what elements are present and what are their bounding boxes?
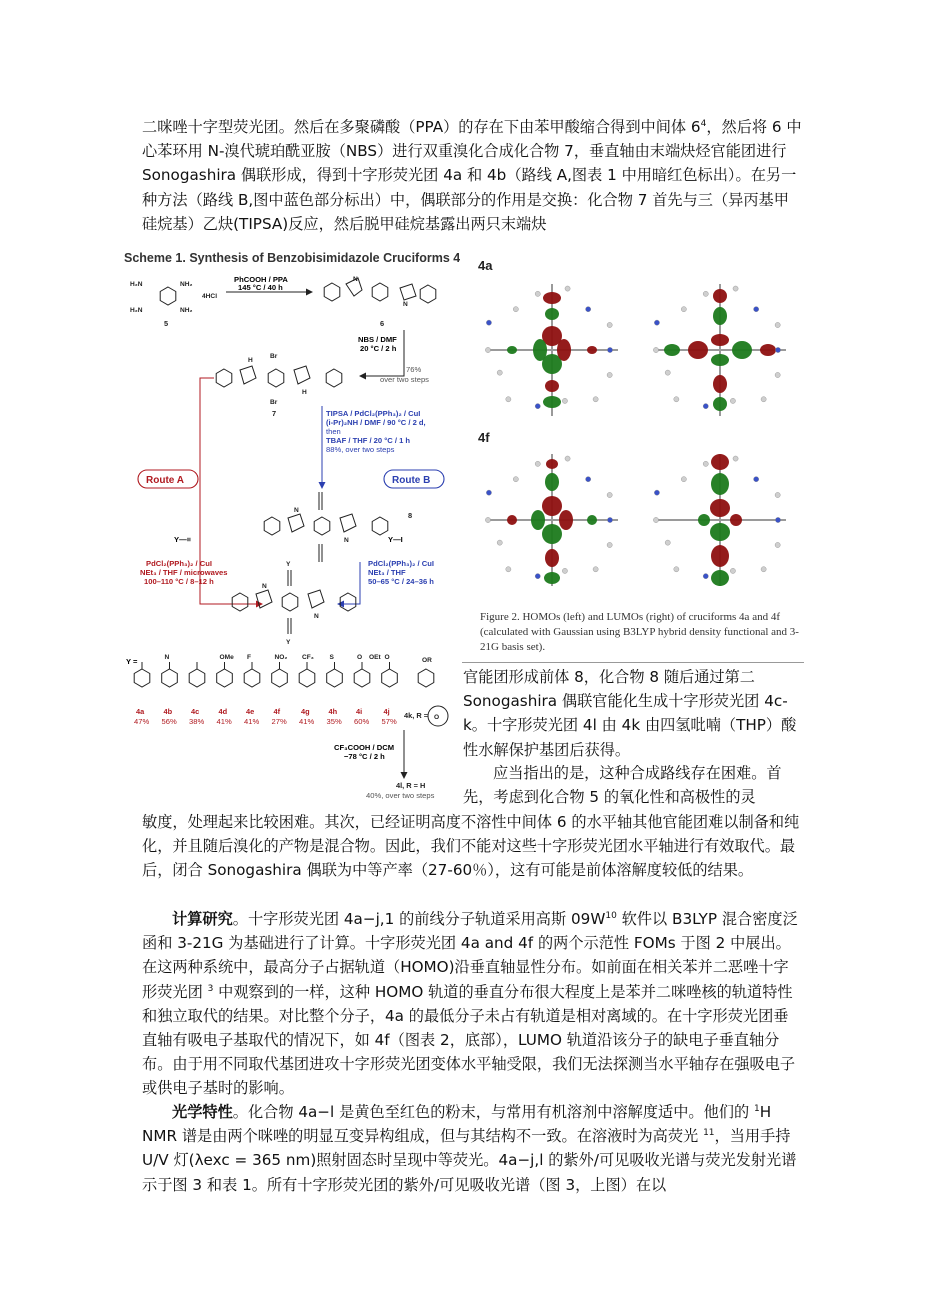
orbital-lobe [711,454,729,470]
atom-sphere [586,307,591,312]
atom-sphere [535,291,540,296]
routeA-cond-2: NEt₃ / THF / microwaves [140,568,228,577]
orbital-lobe [713,375,727,393]
citation-sup: 10 [605,910,617,921]
atom-sphere [486,320,491,325]
atom-sphere [506,397,511,402]
atom-label: H [248,357,253,364]
orbital-lobe [710,499,730,517]
atom-sphere [674,567,679,572]
atom-label: N [353,276,358,283]
optical-text-a: 。化合物 4a−l 是黄色至红色的粉末，与常用有机溶剂中溶解度适中。他们的 [232,1103,754,1121]
compound-6-structure [324,276,436,328]
atom-sphere [485,347,490,352]
atom-sphere [761,567,766,572]
routeB-cond-1: TIPSA / PdCl₂(PPh₃)₂ / CuI [326,409,421,418]
substituent-tag: CF₃ [302,654,314,661]
substituent-ring [299,669,315,687]
y-equals-label: Y = [126,657,138,666]
substituent-tag: O [384,654,390,661]
paragraph-difficulties: 敏度，处理起来比较困难。其次，已经证明高度不溶性中间体 6 的水平轴其他官能团难以制备和纯化，并且随后溴化的产物是混合物。因此，我们不能对这些十字形荧光团水平轴进行有效取代。最后，闭合 Sonogashira 偶联为中等产率（27-60％），这有可能是前体溶解度较低的结果。 [142,813,800,880]
atom-label: N [262,583,267,590]
substituent-ring [162,669,178,687]
computational-text-c: 中观察到的一样，这种 HOMO 轨道的垂直分布很大程度上是苯并二咪唑核的轨道特性和独立取代的结果。对比整个分子，4a 的最低分子未占有轨道是相对离域的。在十字形荧光团垂直轴有吸电子基取代的情况下，如 4f（图表 2，底部），LUMO 轨道沿该分子的缺电子垂直轴分布。由于用不同取代基团进攻十字形荧光团变体水平轴受限，我们无法探测当水平轴存在强吸电子或供电子基时的影响。 [142,982,796,1098]
atom-sphere [775,372,780,377]
orbital-lobe [710,523,730,541]
substituent-ring [272,669,288,687]
atom-label: N [314,613,319,620]
optical-text-b: H NMR 谱是由两个咪唑的明显互变异构组成，但与其结构不一致。在溶液时为高荧光 [142,1103,772,1146]
atom-sphere [754,477,759,482]
orbital-label-4f: 4f [478,430,490,445]
product-label: 4h [328,707,338,716]
atom-sphere [654,490,659,495]
product-label: 4i [356,707,363,716]
compound-label-6: 6 [380,319,385,328]
homo-4a-plot [485,284,618,416]
orbital-lobe [542,524,562,544]
substituent-tag: NO₂ [274,654,288,661]
step1-condition: 145 °C / 40 h [238,283,283,292]
substituent-tag: OEt [369,654,381,661]
compound-5-structure [130,281,217,328]
substituent-tag: OR [422,657,432,664]
product-yield: 38% [189,717,205,726]
atom-sphere [653,517,658,522]
substituent-ring [382,669,398,687]
atom-sphere [562,568,567,573]
atom-sphere [730,568,735,573]
paragraph-side-2: 应当指出的是，这种合成路线存在困难。首先，考虑到化合物 5 的氧化性和高极性的灵 [463,764,782,807]
lumo-4a-plot [653,284,786,416]
orbital-lobe [559,510,573,530]
atom-label: H₂N [130,307,143,314]
orbital-lobe [760,344,776,356]
orbital-lobe [664,344,680,356]
orbital-lobe [545,308,559,320]
step2-condition: 20 °C / 2 h [360,344,397,353]
routeB-cond-3: then [326,427,341,436]
route-b-coupling-arrow [338,562,360,604]
atom-sphere [761,397,766,402]
orbital-lobe [711,473,729,495]
atom-sphere [681,307,686,312]
product-yield: 35% [326,717,342,726]
atom-sphere [775,542,780,547]
atom-sphere [593,567,598,572]
atom-sphere [565,286,570,291]
product-yield: 57% [381,717,397,726]
product-yield: 56% [161,717,177,726]
routeB2-cond-3: 50–65 °C / 24–36 h [368,577,434,586]
orbital-lobe [531,510,545,530]
substituent-ring [327,669,343,687]
atom-label: H [302,389,307,396]
atom-sphere [607,542,612,547]
atom-sphere [775,322,780,327]
atom-sphere [775,347,780,352]
orbital-lobe [732,341,752,359]
product-label: 4j [383,707,390,716]
step2-yield: 76% [406,365,422,374]
atom-sphere [586,477,591,482]
thp-oxygen: O [434,714,440,721]
paragraph-optical [142,1100,802,1197]
atom-sphere [607,492,612,497]
product-yield: 41% [299,717,315,726]
final-product-label: 4l, R = H [396,781,426,790]
orbital-lobe [688,341,708,359]
orbital-lobe [543,292,561,304]
intro-text-b: ，然后将 6 中心苯环用 N-溴代琥珀酰亚胺（NBS）进行双重溴化合成化合物 7，垂直轴由末端炔烃官能团进行 Sonogashira 偶联形成，得到十字形荧光团 4a 和 4b（路线 A,图表 1 中用暗红色标出）。在另一种方法（路线 B,图中蓝色部分标出）中，偶联部分的作用是交换：化合物 7 首先与三（异丙基甲硅烷基）乙炔(TIPSA)反应，然后脱甲硅烷基露出两只末端炔 [142,118,802,233]
orbital-lobe [587,346,597,354]
atom-sphere [513,477,518,482]
substituent-row [134,654,434,687]
computational-text-b: 软件以 B3LYP 混合密度泛函和 3-21G 为基础进行了计算。十字形荧光团 4a and 4f 的两个示范性 FOMs 于图 2 中展出。在这两种系统中，最高分子占据轨道（HOMO)沿垂直轴显性分布。如前面在相关苯并二恶唑十字形荧光团 [142,910,798,1001]
hcl-label: 4HCl [202,293,218,300]
paragraph-intro [142,115,802,236]
compound-label-8: 8 [408,511,413,520]
homo-4f-plot [485,454,618,586]
citation-sup: 1 [753,1103,760,1114]
atom-sphere [513,307,518,312]
orbital-lobe [711,334,729,346]
atom-sphere [497,540,502,545]
orbital-lobe [543,396,561,408]
substituent-ring [189,669,205,687]
substituent-tag: N [164,654,170,661]
atom-sphere [730,398,735,403]
product-label: 4d [218,707,228,716]
routeA-y: Y—≡ [174,535,192,544]
atom-sphere [775,517,780,522]
orbital-lobe [587,515,597,525]
atom-sphere [497,370,502,375]
atom-label: Y [286,561,291,568]
orbital-lobe [711,545,729,567]
atom-sphere [681,477,686,482]
product-label: 4g [301,707,310,716]
orbital-lobe [713,289,727,303]
substituent-ring [134,669,150,687]
route-a-label: Route A [146,475,184,486]
atom-label: Br [270,399,278,406]
intro-text-a: 二咪唑十字型荧光团。然后在多聚磷酸（PPA）的存在下由苯甲酸缩合得到中间体 6 [142,118,701,136]
atom-sphere [535,404,540,409]
atom-label: N [403,301,408,308]
route-b-label: Route B [392,475,431,486]
substituent-ring [217,669,233,687]
step2-reagent: NBS / DMF [358,335,397,344]
substituent-tag: O [357,654,363,661]
product-label: 4b [163,707,173,716]
atom-label: NH₂ [180,281,193,288]
orbital-lobe [546,459,558,469]
routeA-cond-3: 100–110 °C / 8–12 h [144,577,214,586]
atom-label: Br [270,353,278,360]
product-yield: 27% [271,717,287,726]
orbital-lobe [544,572,560,584]
orbital-lobe [713,307,727,325]
atom-label: H₂N [130,281,143,288]
orbital-lobe [533,339,547,361]
product-label: 4c [191,707,200,716]
citation-sup: 4 [700,118,707,129]
orbital-lobe [545,380,559,392]
atom-sphere [665,540,670,545]
atom-sphere [775,492,780,497]
scheme-title: Scheme 1. Synthesis of Benzobisimidazole Cruciforms 4a−l [124,251,460,265]
routeB-cond-2: (i-Pr)₂NH / DMF / 90 °C / 2 d, [326,418,426,427]
atom-sphere [703,574,708,579]
product-label: 4a [136,707,145,716]
optical-text-c: ，当用手持 U/V 灯(λexc = 365 nm)照射固态时呈现中等荧光。4a−j,l 的紫外/可见吸收光谱与荧光发射光谱示于图 3 和表 1。所有十字形荧光团的紫外/可见吸收光谱（图 3，上图）在以 [142,1127,797,1194]
atom-sphere [535,461,540,466]
figure-2-caption: Figure 2. HOMOs (left) and LUMOs (right) of cruciforms 4a and 4f (calculated with Gaussian using B3LYP hybrid density functional and 3-21G basis set). [480,611,799,653]
substituent-tag: S [329,654,334,661]
deprot-cond-1: CF₃COOH / DCM [334,743,395,752]
orbital-lobe [730,514,742,526]
routeB2-cond-2: NEt₃ / THF [368,568,406,577]
atom-label: Y [286,639,291,646]
atom-sphere [703,404,708,409]
atom-sphere [535,574,540,579]
orbital-label-4a: 4a [478,258,493,273]
atom-sphere [485,517,490,522]
product-yield: 47% [134,717,150,726]
atom-sphere [562,398,567,403]
substituent-ring [418,669,434,687]
atom-sphere [674,397,679,402]
atom-sphere [703,461,708,466]
product-yield: 60% [354,717,370,726]
compound-label-4k: 4k, R = [404,711,429,720]
orbital-lobe [542,496,562,516]
routeB2-y: Y—I [388,535,403,544]
atom-sphere [733,286,738,291]
step1-reagent: PhCOOH / PPA [234,275,288,284]
atom-sphere [703,291,708,296]
atom-sphere [607,322,612,327]
atom-sphere [607,517,612,522]
atom-sphere [486,490,491,495]
deprot-cond-2: −78 °C / 2 h [344,752,385,761]
routeB2-cond-1: PdCl₂(PPh₃)₂ / CuI [368,559,434,568]
citation-sup: 11 [703,1128,715,1139]
paragraph-side-1: 官能团形成前体 8，化合物 8 随后通过第二 Sonogashira 偶联官能化生成十字形荧光团 4c-k。十字形荧光团 4l 由 4k 由四氢吡喃（THP）酸性水解保护基团后获得。 [463,668,797,759]
figure-2-orbitals [470,252,800,660]
final-product-yield: 40%, over two steps [366,791,435,800]
routeA-cond-1: PdCl₂(PPh₃)₂ / CuI [146,559,212,568]
atom-sphere [754,307,759,312]
section-heading-computational: 计算研究 [172,910,233,928]
step2-yield-note: over two steps [380,375,429,384]
atom-sphere [733,456,738,461]
scheme-1 [122,248,460,808]
atom-sphere [665,370,670,375]
atom-sphere [593,397,598,402]
product-labels [134,707,397,726]
orbital-lobe [711,354,729,366]
atom-sphere [506,567,511,572]
product-label: 4e [246,707,255,716]
atom-sphere [565,456,570,461]
compound-label-7: 7 [272,409,277,418]
orbital-lobe [711,570,729,586]
atom-sphere [607,347,612,352]
routeB-cond-4: TBAF / THF / 20 °C / 1 h [326,436,411,445]
orbital-lobe [545,473,559,491]
substituent-ring [244,669,260,687]
orbital-lobe [545,549,559,567]
section-heading-optical: 光学特性 [172,1103,233,1121]
atom-label: N [344,537,349,544]
compound-7-structure [216,353,342,418]
atom-sphere [607,372,612,377]
product-label: 4f [273,707,281,716]
citation-sup: 3 [207,983,214,994]
substituent-ring [354,669,370,687]
compound-8-structure [264,492,412,562]
orbital-lobe [557,339,571,361]
paragraph-computational [142,907,802,1101]
substituent-tag: F [247,654,252,661]
compound-label-5: 5 [164,319,169,328]
orbital-lobe [507,515,517,525]
routeB-cond-5: 88%, over two steps [326,445,395,454]
lumo-4f-plot [653,454,786,586]
atom-sphere [653,347,658,352]
atom-label: N [294,507,299,514]
atom-label: NH₂ [180,307,193,314]
computational-text-a: 。十字形荧光团 4a−j,1 的前线分子轨道采用高斯 09W [232,910,606,928]
orbital-lobe [713,397,727,411]
product-yield: 41% [244,717,260,726]
substituent-tag: OMe [219,654,234,661]
atom-sphere [654,320,659,325]
figure-divider [462,662,804,663]
orbital-lobe [507,346,517,354]
product-yield: 41% [216,717,232,726]
orbital-lobe [698,514,710,526]
